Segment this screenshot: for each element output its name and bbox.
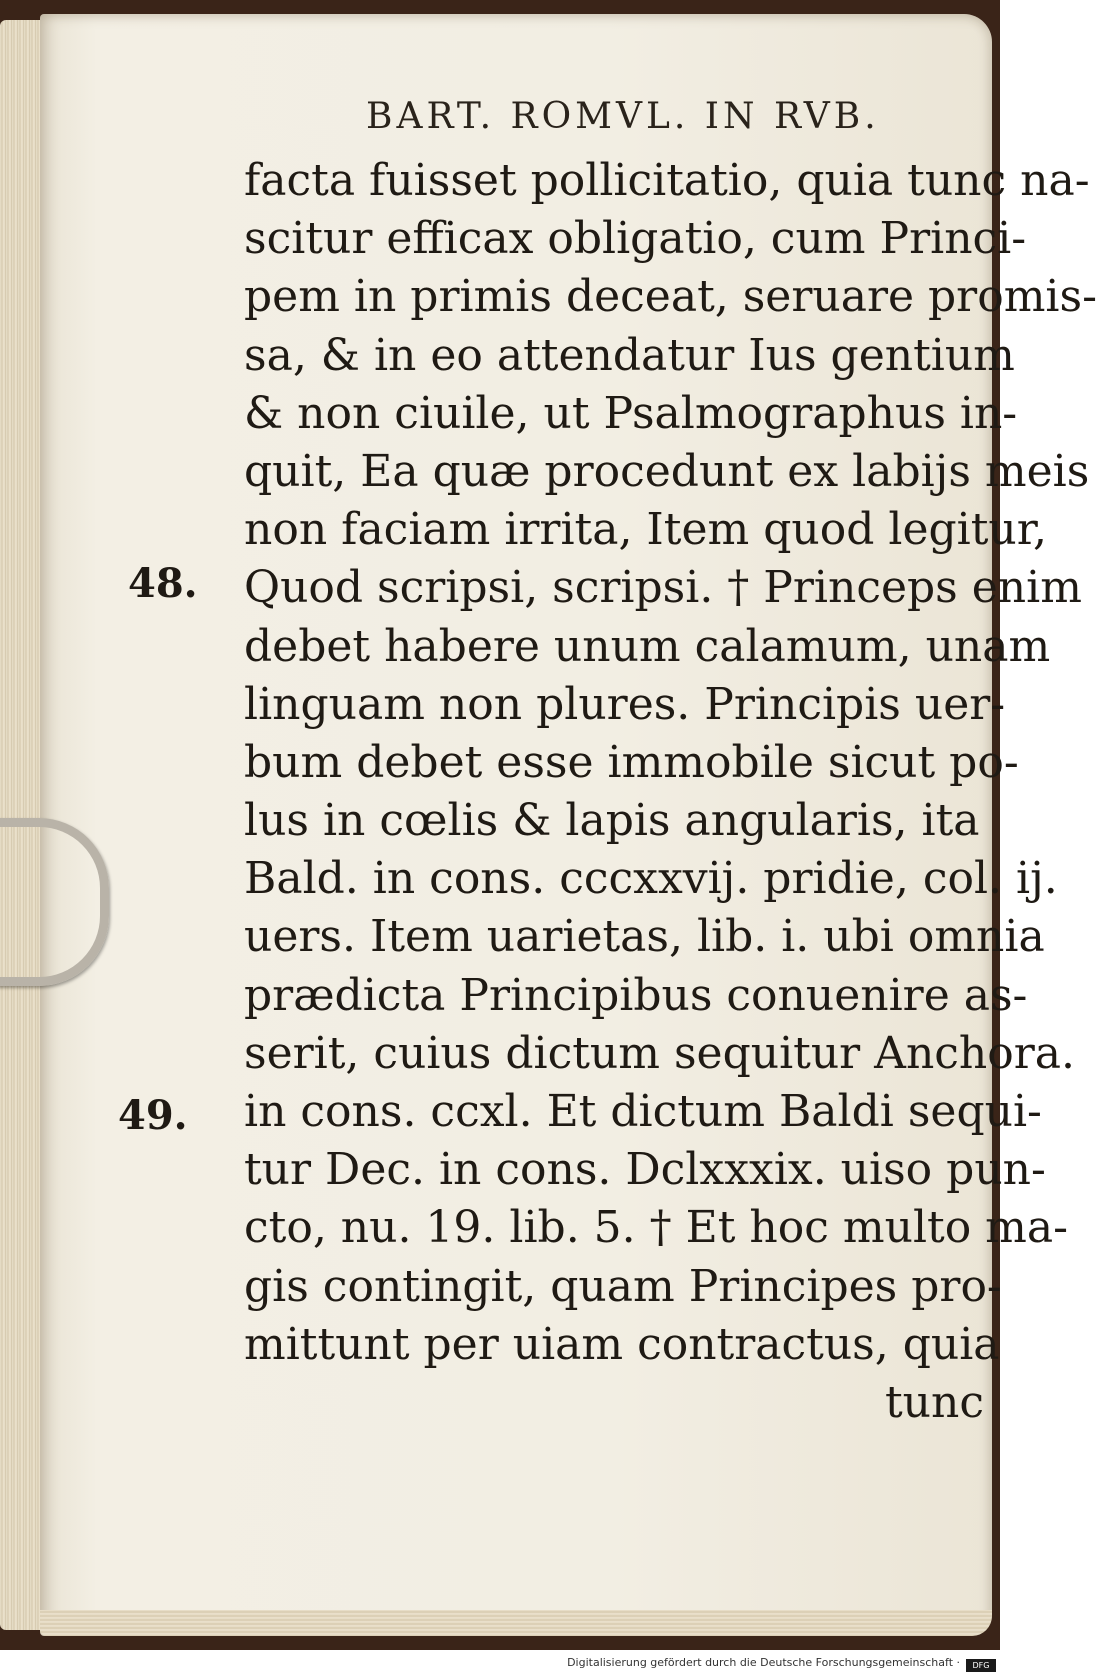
text-line: & non ciuile, ut Psalmographus in- [244,387,1018,439]
bottom-page-edges [40,1610,992,1636]
footer-text: Digitalisierung gefördert durch die Deutsche Forschungsgemeinschaft · [567,1656,960,1669]
text-line: sa, & in eo attendatur Ius gentium [244,329,1015,381]
text-line: in cons. ccxl. Et dictum Baldi sequi- [244,1086,1042,1137]
text-line: uers. Item uarietas, lib. i. ubi omnia [244,911,1045,963]
marginal-number-49: 49. [118,1092,188,1139]
text-line: serit, cuius dictum sequitur Anchora. [244,1027,1076,1079]
text-line: linguam non plures. Principis uer- [244,678,1006,730]
text-line: pem in primis deceat, seruare promis- [244,271,1097,323]
text-line: cto, nu. 19. lib. 5. † Et hoc multo ma- [244,1202,1068,1254]
text-line: debet habere unum calamum, unam [244,620,1051,672]
text-line: scitur efficax obligatio, cum Princi- [244,213,1027,265]
dfg-logo-icon: DFG [966,1659,996,1672]
text-line: non faciam irrita, Item quod legitur, [244,504,1047,556]
body-text [244,152,1097,1432]
running-head: BART. ROMVL. IN RVB. [366,96,880,137]
text-line: prædicta Principibus conuenire as- [244,969,1028,1021]
text-line: facta fuisset pollicitatio, quia tunc na- [244,155,1090,206]
text-line: tur Dec. in cons. Dclxxxix. uiso pun- [244,1144,1046,1196]
text-line: Bald. in cons. cccxxvij. pridie, col. ij. [244,853,1058,905]
text-line: gis contingit, quam Principes pro- [244,1260,1002,1312]
text-line: mittunt per uiam contractus, quia [244,1318,1000,1370]
text-line: quit, Ea quæ procedunt ex labijs meis [244,445,1090,497]
digitization-footer [0,1656,1000,1677]
catchword: tunc [885,1376,984,1428]
text-line: lus in cœlis & lapis angularis, ita [244,795,980,847]
text-line: Quod scripsi, scripsi. † Princeps enim [244,562,1082,614]
paper-clip-icon [0,818,109,986]
text-line: bum debet esse immobile sicut po- [244,736,1019,788]
marginal-number-48: 48. [128,560,198,607]
